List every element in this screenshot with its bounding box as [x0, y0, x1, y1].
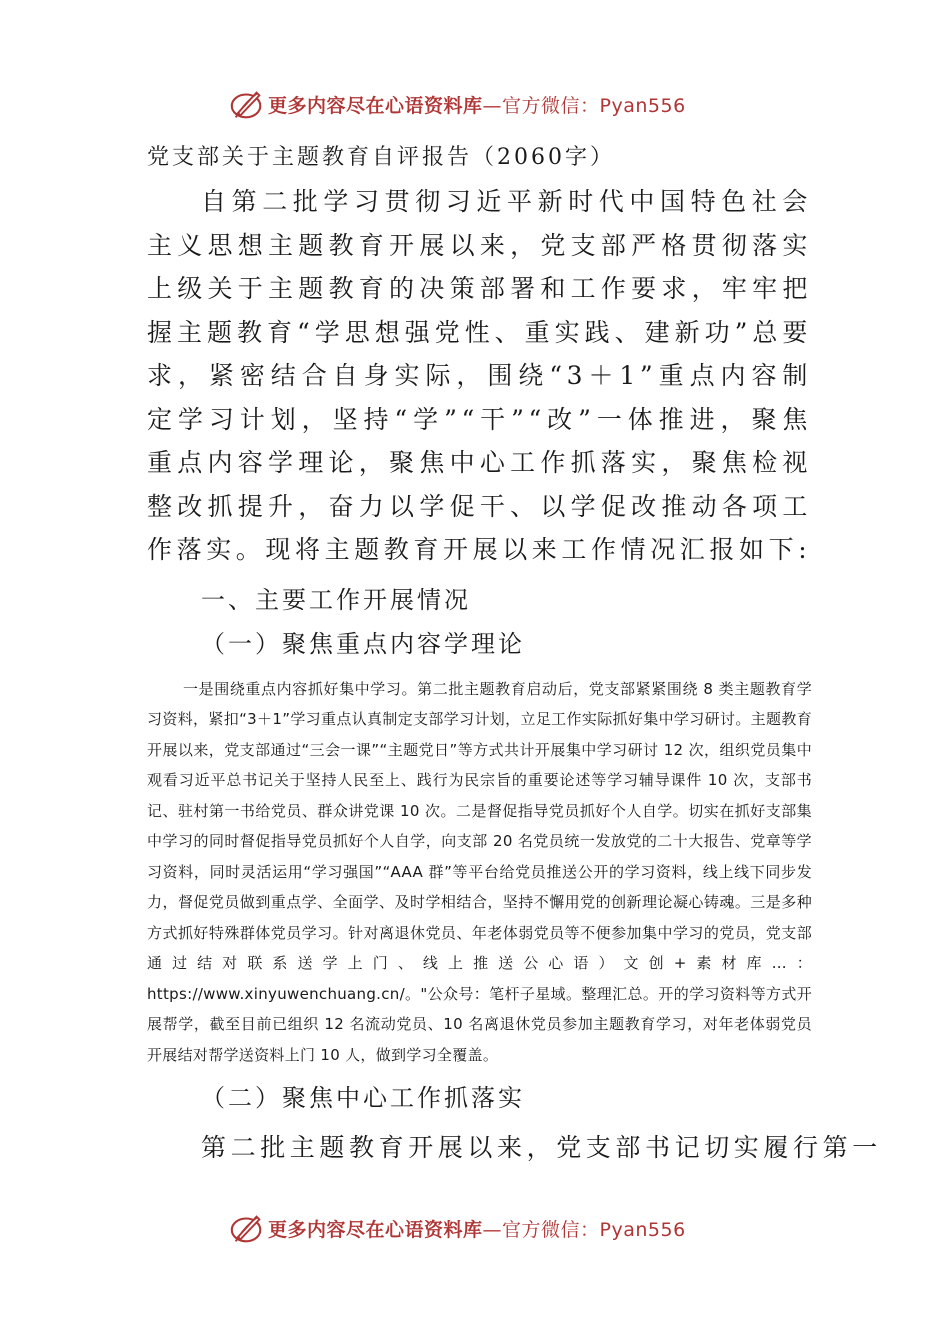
quill-logo-icon [228, 85, 266, 123]
banner-contact-label: 官方微信： [502, 1218, 600, 1241]
subsection-heading-2: （二）聚焦中心工作抓落实 [201, 1084, 525, 1112]
banner-contact-id: Pyan556 [599, 1218, 686, 1241]
document-title: 党支部关于主题教育自评报告（2060字） [147, 145, 615, 170]
subsection-2-body: 第二批主题教育开展以来，党支部书记切实履行第一 [201, 1133, 882, 1162]
subsection-heading-1: （一）聚焦重点内容学理论 [201, 629, 525, 658]
banner-contact-label: 官方微信： [502, 94, 600, 117]
intro-paragraph: 自第二批学习贯彻习近平新时代中国特色社会主义思想主题教育开展以来，党支部严格贯彻落实上级关于主题教育的决策部署和工作要求，牢牢把握主题教育“学思想强党性、重实践、建新功”总要求，紧密结合自身实际，围绕“3＋1”重点内容制定学习计划，坚持“学”“干”“改”一体推进，聚焦重点内容学理论，聚焦中心工作抓落实，聚焦检视整改抓提升，奋力以学促干、以学促改推动各项工作落实。现将主题教育开展以来工作情况汇报如下: [147, 187, 812, 564]
banner-dash: — [482, 1218, 503, 1241]
banner-dash: — [482, 94, 503, 117]
banner-brand: 更多内容尽在心语资料库 [268, 94, 483, 117]
banner-contact-id: Pyan556 [599, 94, 686, 117]
quill-logo-icon [228, 1209, 266, 1247]
footer-banner [228, 1208, 686, 1248]
section-heading-1: 一、主要工作开展情况 [201, 585, 471, 614]
document-body [147, 140, 882, 1170]
subsection-1-body: 一是围绕重点内容抓好集中学习。第二批主题教育启动后，党支部紧紧围绕 8 类主题教育学习资料，紧扣“3＋1”学习重点认真制定支部学习计划，立足工作实际抓好集中学习研讨。主题教育开展以来，党支部通过“三会一课”“主题党日”等方式共计开展集中学习研讨 12 次，组织党员集中观看习近平总书记关于坚持人民至上、践行为民宗旨的重要论述等学习辅导课件 10 次，支部书记、驻村第一书给党员、群众讲党课 10 次。二是督促指导党员抓好个人自学。切实在抓好支部集中学习的同时督促指导党员抓好个人自学，向支部 20 名党员统一发放党的二十大报告、党章等学习资料，同时灵活运用“学习强国”“AAA 群”等平台给党员推送公开的学习资料，线上线下同步发力，督促党员做到重点学、全面学、及时学相结合，坚持不懈用党的创新理论凝心铸魂。三是多种方式抓好特殊群体党员学习。针对离退休党员、年老体弱党员等不便参加集中学习的党员，党支部通过结对联系送学上门、线上推送公心语）文创+素材库…：https://www.xinyuwenchuang.cn/。"公众号：笔杆子星域。整理汇总。开的学习资料等方式开展帮学，截至目前已组织 12 名流动党员、10 名离退休党员参加主题教育学习，对年老体弱党员开展结对帮学送资料上门 10 人，做到学习全覆盖。 [147, 679, 812, 1064]
banner-brand: 更多内容尽在心语资料库 [268, 1218, 483, 1241]
header-banner [228, 84, 686, 124]
